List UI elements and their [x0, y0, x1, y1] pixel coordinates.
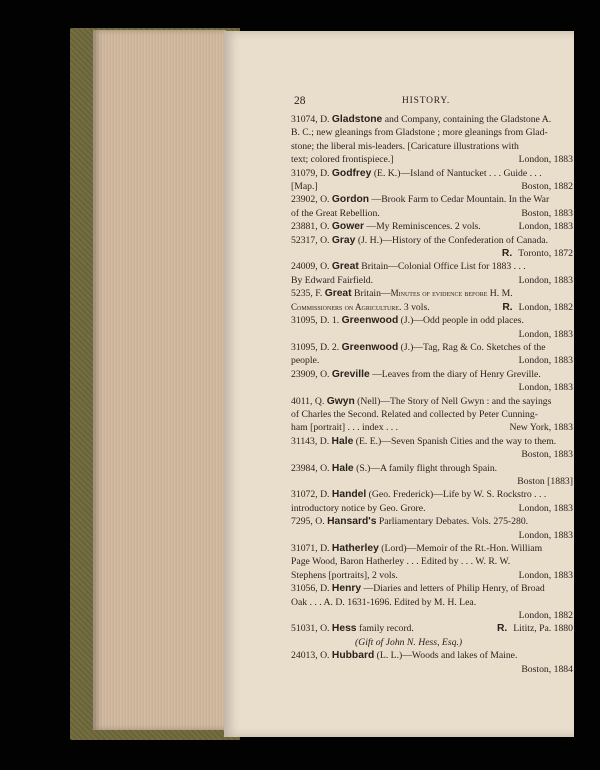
entry-heading: Greenwood [341, 341, 399, 353]
entry-line [291, 180, 573, 193]
entry-heading: Hansard's [327, 516, 377, 528]
entry-line [301, 381, 573, 394]
call-number: 23902, O. [291, 194, 332, 206]
catalog-entry [291, 368, 573, 395]
entry-left: of the Great Rebellion. [291, 207, 380, 219]
entry-left: [Map.] [291, 181, 318, 193]
entry-line: 31143, D. Hale (E. E.)—Seven Spanish Cities and the way to them. [291, 435, 557, 447]
entry-right [518, 354, 573, 367]
page-number: 28 [294, 95, 306, 107]
entry-right [521, 180, 573, 193]
imprint: London, 1883 [518, 382, 573, 394]
entry-line [291, 274, 573, 287]
entry-line [301, 247, 573, 260]
catalog-entry [291, 234, 573, 261]
entry-heading: Hatherley [331, 543, 379, 554]
call-number: 51031, O. [291, 623, 332, 635]
call-number: 5235, F. [291, 288, 325, 300]
catalog-entry [291, 193, 573, 220]
catalog-entry [291, 167, 573, 194]
catalog-entry [291, 113, 573, 167]
call-number: 4011, Q. [291, 395, 327, 407]
entry-line [291, 354, 573, 367]
call-number: 24013, O. [291, 650, 332, 662]
entry-line: 31095, D. 1. Greenwood (J.)—Odd people in odd places. [291, 315, 524, 327]
entry-right [518, 502, 573, 515]
gift-note: (Gift of John N. Hess, Esq.) [355, 636, 463, 648]
entry-left: By Edward Fairfield. [291, 274, 374, 286]
catalog-entry [291, 314, 573, 341]
small-caps-text: Minutes of evidence before [390, 288, 488, 299]
entry-heading: Hale [331, 435, 354, 447]
entry-line [301, 328, 573, 341]
entry-line [291, 207, 573, 220]
entry-line: of Charles the Second. Related and collected by Peter Cunning- [291, 408, 538, 420]
entry-line: 4011, Q. Gwyn (Nell)—The Story of Nell Gwyn : and the sayings [291, 395, 552, 407]
call-number: 31095, D. 1. [291, 315, 342, 327]
catalog-entry [291, 515, 573, 542]
imprint: London, 1883 [518, 529, 573, 541]
imprint: Boston, 1882 [521, 181, 573, 193]
entry-line [301, 475, 573, 488]
entry-heading: Godfrey [331, 167, 372, 179]
entry-heading: Gordon [331, 194, 370, 206]
catalog-entries [291, 113, 573, 676]
entry-line: 31095, D. 2. Greenwood (J.)—Tag, Rag & Co. Sketches of the [291, 341, 546, 353]
entry-heading: Handel [331, 489, 367, 501]
catalog-entry [291, 220, 573, 233]
call-number: 52317, O. [291, 234, 332, 246]
entry-line: Oak . . . A. D. 1631-1696. Edited by M. H. Lea. [291, 596, 477, 608]
entry-heading: Gwyn [326, 395, 355, 407]
reference-mark: R. [501, 248, 513, 260]
catalog-entry [291, 582, 573, 622]
call-number: 31071, D. [291, 543, 332, 554]
catalog-entry [291, 287, 573, 314]
call-number: 31143, D. [291, 435, 332, 447]
entry-heading: Greenwood [341, 315, 399, 327]
entry-line [301, 529, 573, 542]
call-number: 31056, D. [291, 583, 332, 595]
call-number: 31095, D. 2. [291, 341, 342, 353]
imprint: London, 1882 [518, 301, 573, 313]
entry-left: Stephens [portraits], 2 vols. [291, 569, 398, 581]
catalog-entry [291, 649, 573, 676]
entry-right [518, 153, 573, 166]
entry-line [291, 301, 573, 314]
catalog-entry [291, 341, 573, 368]
call-number: 24009, O. [291, 261, 332, 273]
call-number: 23881, O. [291, 221, 332, 233]
entry-left: ham [portrait] . . . index . . . [291, 422, 399, 434]
entry-line [291, 502, 573, 515]
entry-line [291, 622, 573, 635]
call-number: 7295, O. [291, 516, 328, 528]
imprint: London, 1883 [518, 154, 573, 166]
entry-line: stone; the liberal mis-leaders. [Caricature illustrations with [291, 140, 519, 152]
entry-line: 23902, O. Gordon —Brook Farm to Cedar Mountain. In the War [291, 194, 550, 206]
entry-left: 51031, O. Hess family record. [291, 623, 414, 635]
call-number: 31074, D. [291, 114, 332, 125]
entry-line: 24013, O. Hubbard (L. L.)—Woods and lakes of Maine. [291, 650, 518, 662]
entry-left: Commissioners on Agriculture. 3 vols. [291, 301, 430, 313]
small-caps-text: Commissioners on Agriculture [291, 301, 399, 312]
entry-line [301, 609, 573, 622]
entry-line: 5235, F. Great Britain—Minutes of evidence before H. M. [291, 288, 513, 300]
entry-line [291, 220, 573, 233]
call-number: 23909, O. [291, 368, 332, 380]
entry-line: 31074, D. Gladstone and Company, containing the Gladstone A. [291, 114, 552, 125]
imprint: Boston [1883] [517, 475, 573, 487]
catalog-entry [291, 435, 573, 462]
entry-left: 23881, O. Gower —My Reminiscences. 2 vols. [291, 221, 481, 233]
entry-heading: Greville [331, 368, 370, 380]
entry-line: 31056, D. Henry —Diaries and letters of Philip Henry, of Broad [291, 583, 545, 595]
entry-left: introductory notice by Geo. Grore. [291, 502, 426, 514]
entry-right [485, 622, 573, 635]
entry-heading: Henry [331, 583, 362, 595]
entry-heading: Hess [331, 623, 357, 635]
entry-right [518, 569, 573, 582]
entry-heading: Hale [331, 462, 354, 474]
entry-heading: Great [324, 288, 352, 300]
entry-heading: Hubbard [331, 650, 375, 662]
entry-left: people. [291, 355, 320, 367]
catalog-entry [291, 260, 573, 287]
entry-right [518, 274, 573, 287]
imprint: London, 1883 [518, 502, 573, 514]
catalog-entry [291, 395, 573, 435]
reference-mark: R. [496, 623, 508, 635]
entry-line [301, 448, 573, 461]
entry-line: 31079, D. Godfrey (E. K.)—Island of Nantucket . . . Guide . . . [291, 167, 542, 179]
imprint: Boston, 1884 [521, 663, 573, 675]
page-edges [93, 30, 226, 730]
entry-line: B. C.; new gleanings from Gladstone ; more gleanings from Glad- [291, 127, 548, 139]
imprint: New York, 1883 [509, 422, 573, 434]
entry-line: 24009, O. Great Britain—Colonial Office List for 1883 . . . [291, 261, 526, 273]
entry-right [521, 207, 573, 220]
entry-line: Page Wood, Baron Hatherley . . . Edited by . . . W. R. W. [291, 556, 511, 568]
imprint: London, 1882 [518, 610, 573, 622]
entry-line: 23909, O. Greville —Leaves from the diary of Henry Greville. [291, 368, 541, 380]
call-number: 23984, O. [291, 462, 332, 474]
entry-line [291, 569, 573, 582]
running-head: HISTORY. [402, 96, 451, 106]
entry-line: 23984, O. Hale (S.)—A family flight through Spain. [291, 462, 498, 474]
imprint: London, 1883 [518, 274, 573, 286]
entry-right [509, 421, 573, 434]
reference-mark: R. [502, 301, 513, 313]
catalog-entry [291, 542, 573, 582]
entry-left: text; colored frontispiece.] [291, 154, 394, 166]
imprint: London, 1883 [518, 221, 573, 233]
imprint: London, 1883 [518, 569, 573, 581]
entry-line: 31071, D. Hatherley (Lord)—Memoir of the Rt.-Hon. William [291, 543, 543, 554]
imprint: Toronto, 1872 [518, 248, 573, 260]
entry-line: 52317, O. Gray (J. H.)—History of the Confederation of Canada. [291, 234, 549, 246]
imprint: Boston, 1883 [521, 449, 573, 461]
imprint: Boston, 1883 [521, 207, 573, 219]
entry-line: 7295, O. Hansard's Parliamentary Debates. Vols. 275-280. [291, 516, 529, 528]
imprint: London, 1883 [518, 355, 573, 367]
entry-heading: Gladstone [331, 114, 383, 125]
entry-line [301, 663, 573, 676]
catalog-entry [291, 488, 573, 515]
entry-line [291, 153, 573, 166]
entry-line: 31072, D. Handel (Geo. Frederick)—Life by W. S. Rockstro . . . [291, 489, 547, 501]
entry-right [490, 301, 573, 314]
imprint: Lititz, Pa. 1880 [513, 623, 573, 635]
entry-right [518, 220, 573, 233]
catalog-entry [291, 462, 573, 489]
entry-line [291, 421, 573, 434]
call-number: 31072, D. [291, 489, 332, 501]
entry-heading: Gray [331, 234, 356, 246]
entry-heading: Great [331, 261, 359, 273]
call-number: 31079, D. [291, 167, 332, 179]
imprint: London, 1883 [518, 328, 573, 340]
entry-heading: Gower [331, 221, 364, 233]
catalog-entry [291, 622, 573, 649]
